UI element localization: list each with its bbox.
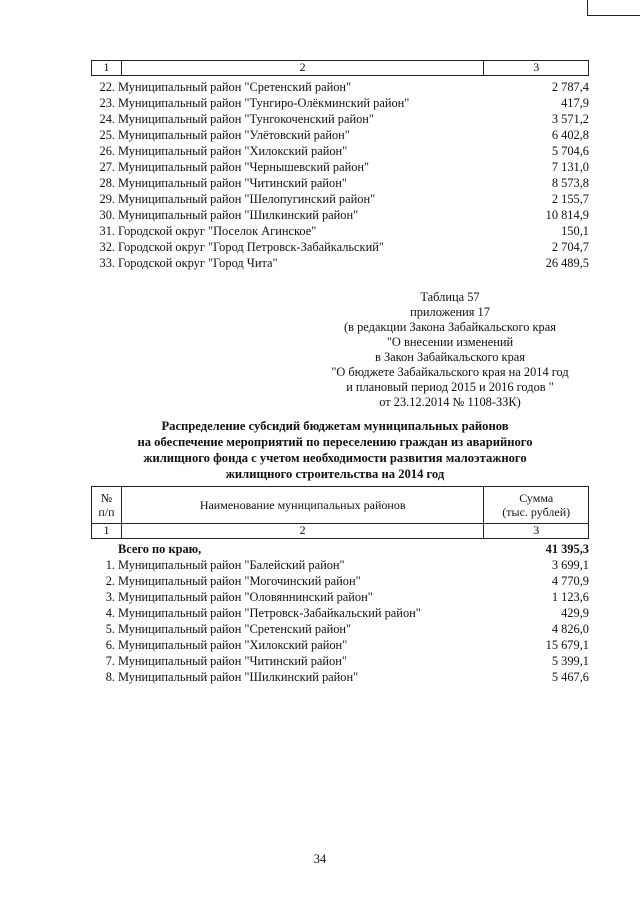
row-name: Муниципальный район "Сретенский район" [118, 622, 352, 636]
table-row [91, 653, 589, 669]
row-value: 3 699,1 [551, 558, 589, 572]
annex-line: (в редакции Закона Забайкальского края [344, 320, 556, 334]
row-number: 31. [99, 224, 115, 238]
row-value: 3 571,2 [551, 112, 589, 126]
row-value: 7 131,0 [551, 160, 589, 174]
table-row [91, 621, 589, 637]
row-number: 32. [99, 240, 115, 254]
row-value: 8 573,8 [551, 176, 589, 190]
header-sum [484, 487, 588, 523]
annex-line: от 23.12.2014 № 1108-ЗЗК) [379, 395, 521, 409]
row-name: Муниципальный район "Шилкинский район" [118, 208, 359, 222]
row-number: 29. [99, 192, 115, 206]
row-number: 4. [105, 606, 115, 620]
column-number-3: 3 [533, 523, 540, 537]
row-value: 4 826,0 [551, 622, 589, 636]
row-name: Городской округ "Город Петровск-Забайкальский" [118, 240, 384, 254]
table-row [91, 255, 589, 271]
table-row [91, 605, 589, 621]
column-number-header [91, 60, 589, 76]
table-row [91, 573, 589, 589]
row-name: Городской округ "Поселок Агинское" [118, 224, 317, 238]
annex-line: приложения 17 [410, 305, 490, 319]
table-row [91, 637, 589, 653]
row-value: 5 467,6 [551, 670, 589, 684]
title-line: Распределение субсидий бюджетам муниципальных районов [161, 419, 509, 433]
column-number-2: 2 [122, 524, 485, 538]
annex-line: Таблица 57 [420, 290, 480, 304]
continuation-rows [91, 79, 589, 271]
header-sum-line2: (тыс. рублей) [502, 505, 571, 519]
row-name: Городской округ "Город Чита" [118, 256, 278, 270]
row-value: 2 155,7 [551, 192, 589, 206]
row-number: 3. [105, 590, 115, 604]
row-number: 22. [99, 80, 115, 94]
row-number: 6. [105, 638, 115, 652]
continuation-table [91, 60, 589, 271]
table-row [91, 223, 589, 239]
row-value: 10 814,9 [545, 208, 589, 222]
row-name: Муниципальный район "Хилокский район" [118, 144, 348, 158]
row-name: Муниципальный район "Оловяннинский район" [118, 590, 373, 604]
title-line: жилищного строительства на 2014 год [225, 467, 445, 481]
row-value: 4 770,9 [551, 574, 589, 588]
row-value: 417,9 [561, 96, 589, 110]
table-row [91, 127, 589, 143]
header-number-line1: № [100, 491, 113, 505]
column-number-1: 1 [92, 524, 122, 538]
table-header [91, 486, 589, 524]
column-number-header [91, 524, 589, 539]
row-number: 28. [99, 176, 115, 190]
row-name: Муниципальный район "Балейский район" [118, 558, 345, 572]
row-value: 5 399,1 [551, 654, 589, 668]
table-row [91, 207, 589, 223]
row-value: 150,1 [561, 224, 589, 238]
corner-frame-mark [587, 0, 640, 16]
annex-line: "О внесении изменений [386, 335, 514, 349]
total-value: 41 395,3 [545, 542, 589, 556]
column-number-3: 3 [533, 60, 540, 74]
title-line: жилищного фонда с учетом необходимости развития малоэтажного [143, 451, 527, 465]
row-number: 26. [99, 144, 115, 158]
row-name: Муниципальный район "Петровск-Забайкальский район" [118, 606, 421, 620]
row-number: 1. [105, 558, 115, 572]
table-row [91, 239, 589, 255]
column-number-2: 2 [122, 61, 485, 75]
row-value: 2 787,4 [551, 80, 589, 94]
row-value: 5 704,6 [551, 144, 589, 158]
row-number: 23. [99, 96, 115, 110]
table-row [91, 589, 589, 605]
table-title [100, 418, 570, 482]
row-name: Муниципальный район "Хилокский район" [118, 638, 348, 652]
row-number: 24. [99, 112, 115, 126]
row-name: Муниципальный район "Шилкинский район" [118, 670, 359, 684]
row-name: Муниципальный район "Тунгиро-Олёкминский район" [118, 96, 410, 110]
row-name: Муниципальный район "Улётовский район" [118, 128, 350, 142]
table-row [91, 191, 589, 207]
row-name: Муниципальный район "Шелопугинский район" [118, 192, 376, 206]
row-number: 30. [99, 208, 115, 222]
table-row [91, 175, 589, 191]
table-row [91, 159, 589, 175]
annex-line: "О бюджете Забайкальского края на 2014 год [331, 365, 569, 379]
row-value: 429,9 [561, 606, 589, 620]
header-sum-line1: Сумма [519, 491, 554, 505]
header-name: Наименование муниципальных районов [122, 487, 485, 523]
table-body [91, 541, 589, 685]
row-number: 8. [105, 670, 115, 684]
subsidy-table [91, 486, 589, 685]
title-line: на обеспечение мероприятий по переселению граждан из аварийного [137, 435, 533, 449]
row-name: Муниципальный район "Сретенский район" [118, 80, 352, 94]
table-row [91, 95, 589, 111]
row-name: Муниципальный район "Читинский район" [118, 654, 347, 668]
header-number-line2: п/п [98, 505, 115, 519]
table-row [91, 669, 589, 685]
total-label: Всего по краю, [118, 542, 202, 556]
header-number [92, 487, 122, 523]
column-number-1: 1 [92, 61, 122, 75]
row-name: Муниципальный район "Тунгокоченский район" [118, 112, 374, 126]
row-number: 25. [99, 128, 115, 142]
row-value: 1 123,6 [551, 590, 589, 604]
table-row [91, 557, 589, 573]
row-value: 15 679,1 [545, 638, 589, 652]
table-row [91, 111, 589, 127]
page-number: 34 [313, 852, 327, 866]
row-value: 26 489,5 [545, 256, 589, 270]
row-number: 7. [105, 654, 115, 668]
annex-line: и плановый период 2015 и 2016 годов " [346, 380, 554, 394]
annex-line: в Закон Забайкальского края [375, 350, 525, 364]
row-name: Муниципальный район "Чернышевский район" [118, 160, 370, 174]
table-row [91, 79, 589, 95]
row-value: 6 402,8 [551, 128, 589, 142]
row-number: 27. [99, 160, 115, 174]
row-value: 2 704,7 [551, 240, 589, 254]
row-number: 2. [105, 574, 115, 588]
total-row [91, 541, 589, 557]
row-number: 33. [99, 256, 115, 270]
row-number: 5. [105, 622, 115, 636]
row-number [91, 541, 118, 557]
annex-reference [300, 290, 600, 410]
district-rows [91, 557, 589, 685]
row-name: Муниципальный район "Могочинский район" [118, 574, 361, 588]
table-row [91, 143, 589, 159]
row-name: Муниципальный район "Читинский район" [118, 176, 347, 190]
